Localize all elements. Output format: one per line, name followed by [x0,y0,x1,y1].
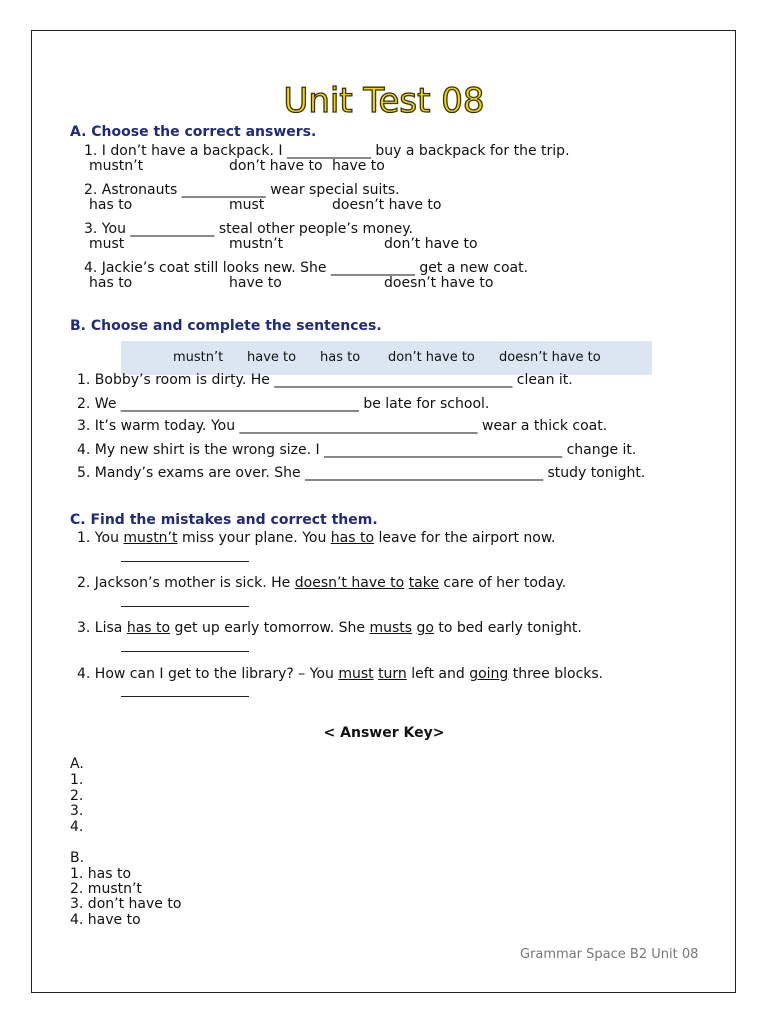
mistake-item-4: 4. How can I get to the library? – You must turn left and going three blocks. [77,666,604,682]
answer-key-b-line: 3. don’t have to [70,896,182,912]
section-c-heading: C. Find the mistakes and correct them. [70,512,378,528]
option-a4-3: doesn’t have to [384,275,494,291]
option-a3-3: don’t have to [384,236,478,252]
sentence-b3: 3. It’s warm today. You __________________________________ wear a thick coat. [77,418,608,434]
option-a2-3: doesn’t have to [332,197,442,213]
option-a3-1: must [89,236,125,252]
option-a1-1: mustn’t [89,158,144,174]
answer-key-a-line: 2. [70,788,84,804]
answer-blank [121,696,249,697]
mistake-item-1: 1. You mustn’t miss your plane. You has to leave for the airport now. [77,530,556,546]
section-a-heading: A. Choose the correct answers. [70,124,317,140]
question-a2: 2. Astronauts ____________ wear special suits. [84,182,400,198]
question-a1: 1. I don’t have a backpack. I ____________ buy a backpack for the trip. [84,143,570,159]
word-bank [121,341,652,375]
option-a2-2: must [229,197,265,213]
sentence-b1: 1. Bobby’s room is dirty. He __________________________________ clean it. [77,372,573,388]
word-bank-item: have to [247,350,297,365]
answer-blank [121,561,249,562]
option-a2-1: has to [89,197,133,213]
word-bank-item: has to [320,350,361,365]
mistake-item-2: 2. Jackson’s mother is sick. He doesn’t have to take care of her today. [77,575,567,591]
footer-text: Grammar Space B2 Unit 08 [520,947,699,962]
answer-key-a-line: 1. [70,772,84,788]
answer-key-a-line: 4. [70,819,84,835]
word-bank-item: mustn’t [173,350,224,365]
word-bank-item: don’t have to [388,350,475,365]
option-a3-2: mustn’t [229,236,284,252]
answer-blank [121,651,249,652]
sentence-b2: 2. We __________________________________ be late for school. [77,396,490,412]
page-title: Unit Test 08 [283,81,485,121]
option-a4-2: have to [229,275,282,291]
section-b-heading: B. Choose and complete the sentences. [70,318,382,334]
answer-key-a-line: 3. [70,803,84,819]
question-a4: 4. Jackie’s coat still looks new. She ____________ get a new coat. [84,260,529,276]
option-a4-1: has to [89,275,133,291]
answer-key-title: < Answer Key> [323,725,445,741]
mistake-item-3: 3. Lisa has to get up early tomorrow. She musts go to bed early tonight. [77,620,582,636]
answer-key-b-line: 4. have to [70,912,141,928]
sentence-b4: 4. My new shirt is the wrong size. I __________________________________ change it. [77,442,637,458]
answer-key-b-line: 1. has to [70,866,132,882]
answer-key-b-line: 2. mustn’t [70,881,142,897]
answer-key-a-label: A. [70,756,84,772]
option-a1-3: have to [332,158,385,174]
word-bank-item: doesn’t have to [499,350,601,365]
question-a3: 3. You ____________ steal other people’s money. [84,221,413,237]
answer-key-b-label: B. [70,850,85,866]
option-a1-2: don’t have to [229,158,323,174]
sentence-b5: 5. Mandy’s exams are over. She __________________________________ study tonight. [77,465,646,481]
answer-blank [121,606,249,607]
